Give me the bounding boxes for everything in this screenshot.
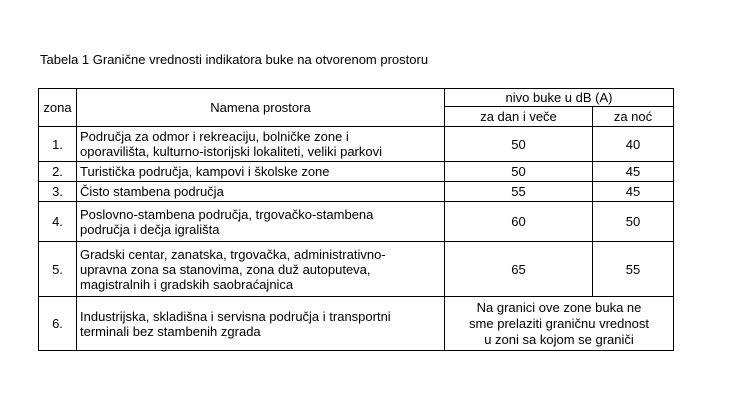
table-row bbox=[39, 297, 674, 351]
noise-limits-table bbox=[38, 88, 674, 351]
table-row bbox=[39, 242, 674, 297]
purpose-line: magistralnih i gradskih saobraćajnica bbox=[80, 276, 294, 292]
zone-purpose bbox=[77, 162, 445, 182]
note-line: sme prelaziti graničnu vrednost bbox=[469, 315, 649, 331]
table-row bbox=[39, 202, 674, 242]
day-limit: 50 bbox=[445, 162, 593, 182]
day-limit: 60 bbox=[445, 202, 593, 242]
table-row bbox=[39, 162, 674, 182]
table-row bbox=[39, 182, 674, 202]
day-limit: 55 bbox=[445, 182, 593, 202]
purpose-line: Gradski centar, zanatska, trgovačka, administrativno- bbox=[80, 246, 386, 262]
purpose-line: oporavilišta, kulturno-istorijski lokaliteti, veliki parkovi bbox=[80, 144, 382, 159]
day-limit: 50 bbox=[445, 127, 593, 162]
header-noise-level: nivo buke u dB (A) bbox=[445, 89, 674, 107]
night-limit: 45 bbox=[593, 182, 674, 202]
header-zone: zona bbox=[39, 89, 77, 127]
purpose-line: upravna zona sa stanovima, zona duž autoputeva, bbox=[80, 261, 371, 277]
header-purpose: Namena prostora bbox=[77, 89, 445, 127]
night-limit: 45 bbox=[593, 162, 674, 182]
zone-number: 5. bbox=[39, 242, 77, 297]
zone-number: 3. bbox=[39, 182, 77, 202]
zone-number: 6. bbox=[39, 297, 77, 351]
day-limit: 65 bbox=[445, 242, 593, 297]
note-line: u zoni sa kojom se graniči bbox=[484, 331, 634, 347]
header-night: za noć bbox=[593, 107, 674, 127]
zone-purpose bbox=[77, 182, 445, 202]
night-limit: 50 bbox=[593, 202, 674, 242]
table-caption: Tabela 1 Granične vrednosti indikatora buke na otvorenom prostoru bbox=[40, 52, 429, 67]
purpose-line: područja i dečja igrališta bbox=[80, 221, 220, 237]
zone-purpose bbox=[77, 242, 445, 297]
zone-number: 1. bbox=[39, 127, 77, 162]
note-line: Na granici ove zone buka ne bbox=[476, 299, 642, 315]
purpose-line: Turistička područja, kampovi i školske zone bbox=[80, 164, 330, 179]
night-limit: 40 bbox=[593, 127, 674, 162]
purpose-line: Čisto stambena područja bbox=[80, 184, 224, 199]
zone-number: 2. bbox=[39, 162, 77, 182]
purpose-line: Industrijska, skladišna i servisna područja i transportni bbox=[80, 308, 391, 324]
zone-number: 4. bbox=[39, 202, 77, 242]
header-day: za dan i veče bbox=[445, 107, 593, 127]
boundary-note bbox=[445, 297, 674, 351]
table-row bbox=[39, 127, 674, 162]
zone-purpose bbox=[77, 202, 445, 242]
purpose-line: Poslovno-stambena područja, trgovačko-stambena bbox=[80, 206, 374, 222]
purpose-line: Područja za odmor i rekreaciju, bolničke zone i bbox=[80, 129, 349, 144]
night-limit: 55 bbox=[593, 242, 674, 297]
zone-purpose bbox=[77, 297, 445, 351]
purpose-line: terminali bez stambenih zgrada bbox=[80, 323, 261, 339]
zone-purpose bbox=[77, 127, 445, 162]
